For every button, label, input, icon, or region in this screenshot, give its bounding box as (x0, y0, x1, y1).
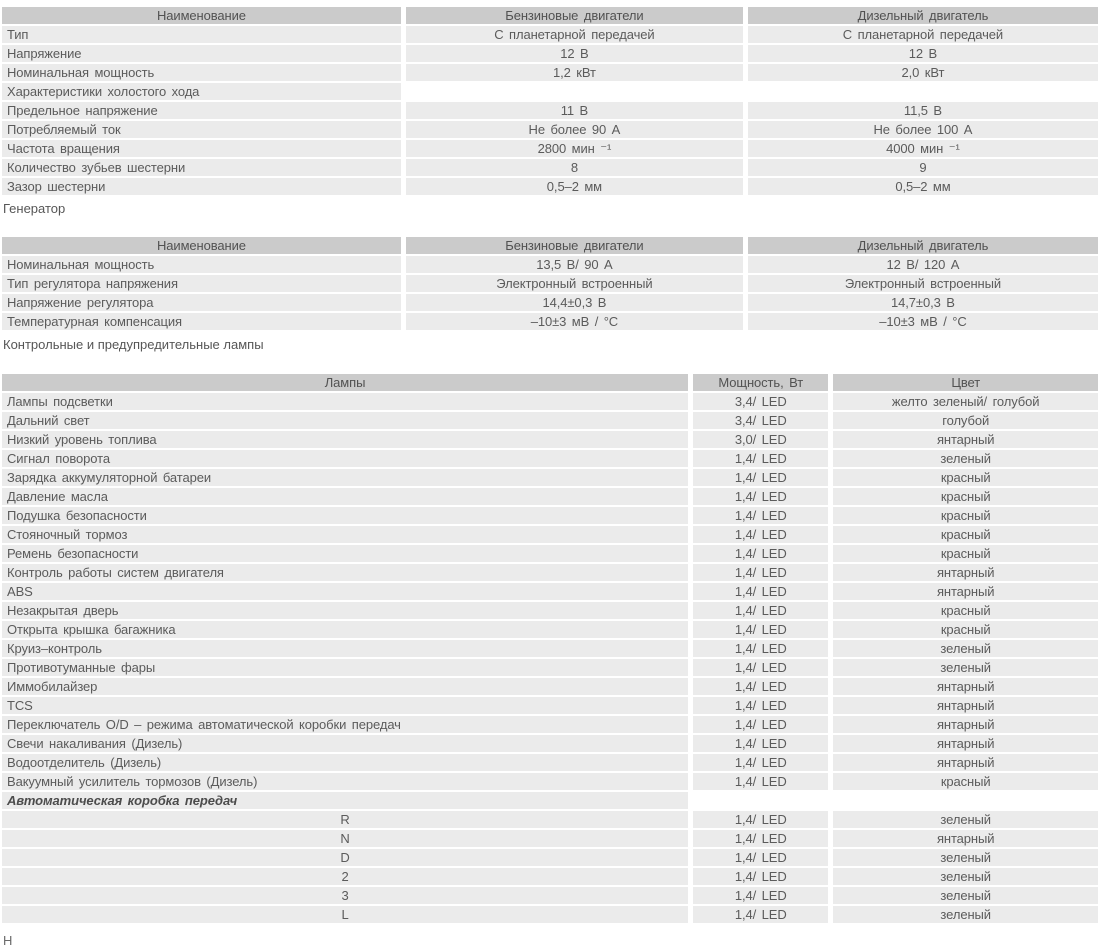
cell-value: 1,4/ LED (688, 754, 828, 773)
cell-value: 3,4/ LED (688, 393, 828, 412)
table-row (2, 140, 1098, 159)
cell-label: Частота вращения (2, 140, 401, 159)
cell-value: красный (828, 545, 1098, 564)
table-row (2, 26, 1098, 45)
cell-value: 1,4/ LED (688, 811, 828, 830)
cell-value: зеленый (828, 811, 1098, 830)
cell-value: янтарный (828, 678, 1098, 697)
generator-spec-table (2, 237, 1098, 332)
cell-value: 12 В/ 120 А (743, 256, 1098, 275)
table-row (2, 564, 1098, 583)
cell-value: 0,5–2 мм (401, 178, 743, 197)
table-row (2, 256, 1098, 275)
cell-value: янтарный (828, 431, 1098, 450)
cell-value: 1,4/ LED (688, 887, 828, 906)
cell-value: 1,4/ LED (688, 640, 828, 659)
cell-label: Потребляемый ток (2, 121, 401, 140)
cell-label: Низкий уровень топлива (2, 431, 688, 450)
cell-label: Сигнал поворота (2, 450, 688, 469)
cell-label: Зазор шестерни (2, 178, 401, 197)
table-row (2, 526, 1098, 545)
cell-value: С планетарной передачей (743, 26, 1098, 45)
cell-value: С планетарной передачей (401, 26, 743, 45)
cell-value: янтарный (828, 754, 1098, 773)
header-row (2, 374, 1098, 393)
cell-value: 11 В (401, 102, 743, 121)
table-row (2, 697, 1098, 716)
cell-value: 13,5 В/ 90 А (401, 256, 743, 275)
cell-value: 4000 мин ⁻¹ (743, 140, 1098, 159)
table-row (2, 178, 1098, 197)
cell-label: 3 (2, 887, 688, 906)
cell-label: Лампы подсветки (2, 393, 688, 412)
table-row (2, 412, 1098, 431)
cell-value: 9 (743, 159, 1098, 178)
lamps-spec-table (2, 374, 1098, 925)
lamps-heading: Контрольные и предупредительные лампы (3, 337, 264, 352)
cell-label: ABS (2, 583, 688, 602)
table-row (2, 313, 1098, 332)
cell-value: красный (828, 526, 1098, 545)
section-row (2, 83, 1098, 102)
table-row (2, 678, 1098, 697)
cell-label: Номинальная мощность (2, 64, 401, 83)
cell-value: 11,5 В (743, 102, 1098, 121)
cell-label: Круиз–контроль (2, 640, 688, 659)
cell-label: L (2, 906, 688, 925)
table-row (2, 102, 1098, 121)
cell-value: 1,2 кВт (401, 64, 743, 83)
cell-value (401, 83, 743, 102)
cell-value: красный (828, 773, 1098, 792)
cell-value: 3,0/ LED (688, 431, 828, 450)
cell-label: Незакрытая дверь (2, 602, 688, 621)
table-row (2, 849, 1098, 868)
cell-value: 1,4/ LED (688, 849, 828, 868)
table-row (2, 583, 1098, 602)
cell-value: 1,4/ LED (688, 773, 828, 792)
cell-label: Свечи накаливания (Дизель) (2, 735, 688, 754)
cell-value: красный (828, 469, 1098, 488)
cell-label: Давление масла (2, 488, 688, 507)
table-row (2, 450, 1098, 469)
cell-label: Количество зубьев шестерни (2, 159, 401, 178)
cell-value: 1,4/ LED (688, 716, 828, 735)
cell-value: 1,4/ LED (688, 697, 828, 716)
table-row (2, 159, 1098, 178)
generator-heading: Генератор (3, 201, 66, 216)
cell-value: янтарный (828, 697, 1098, 716)
column-header: Наименование (2, 237, 401, 256)
cell-label: Вакуумный усилитель тормозов (Дизель) (2, 773, 688, 792)
cell-value: 12 В (401, 45, 743, 64)
table-row (2, 488, 1098, 507)
cell-label: Контроль работы систем двигателя (2, 564, 688, 583)
cell-value: красный (828, 621, 1098, 640)
cell-value: 8 (401, 159, 743, 178)
table-row (2, 545, 1098, 564)
column-header: Дизельный двигатель (743, 7, 1098, 26)
cell-value: 14,4±0,3 В (401, 294, 743, 313)
cell-value (688, 792, 828, 811)
cell-value: янтарный (828, 716, 1098, 735)
cell-label: Тип (2, 26, 401, 45)
table-row (2, 507, 1098, 526)
cell-value: красный (828, 507, 1098, 526)
table-row (2, 431, 1098, 450)
cell-label: Номинальная мощность (2, 256, 401, 275)
cell-value: красный (828, 602, 1098, 621)
cell-value: голубой (828, 412, 1098, 431)
cell-value: 1,4/ LED (688, 906, 828, 925)
table-row (2, 735, 1098, 754)
column-header: Бензиновые двигатели (401, 237, 743, 256)
cell-value: 0,5–2 мм (743, 178, 1098, 197)
cell-value: 1,4/ LED (688, 564, 828, 583)
table-row (2, 640, 1098, 659)
cell-value: янтарный (828, 735, 1098, 754)
cell-label: Дальний свет (2, 412, 688, 431)
section-row (2, 792, 1098, 811)
cell-label: Подушка безопасности (2, 507, 688, 526)
table-row (2, 294, 1098, 313)
cell-value: Электронный встроенный (743, 275, 1098, 294)
cell-value: 1,4/ LED (688, 488, 828, 507)
cell-value: 14,7±0,3 В (743, 294, 1098, 313)
cell-value: 2800 мин ⁻¹ (401, 140, 743, 159)
cell-value (828, 792, 1098, 811)
cell-label: Зарядка аккумуляторной батареи (2, 469, 688, 488)
cell-label: Напряжение регулятора (2, 294, 401, 313)
cell-value: янтарный (828, 830, 1098, 849)
cell-label: Переключатель O/D – режима автоматической коробки передач (2, 716, 688, 735)
cell-value: желто зеленый/ голубой (828, 393, 1098, 412)
table-row (2, 393, 1098, 412)
cell-label: N (2, 830, 688, 849)
cell-value: 1,4/ LED (688, 545, 828, 564)
cell-value: зеленый (828, 906, 1098, 925)
cell-label: Противотуманные фары (2, 659, 688, 678)
cell-value: 1,4/ LED (688, 469, 828, 488)
cell-value: Не более 90 А (401, 121, 743, 140)
column-header: Бензиновые двигатели (401, 7, 743, 26)
cell-value: 12 В (743, 45, 1098, 64)
cell-value: 1,4/ LED (688, 735, 828, 754)
table-row (2, 45, 1098, 64)
cell-label: Иммобилайзер (2, 678, 688, 697)
truncated-next-heading: Н (3, 933, 13, 948)
cell-value: –10±3 мВ / °С (743, 313, 1098, 332)
cell-value: Не более 100 А (743, 121, 1098, 140)
cell-label: Напряжение (2, 45, 401, 64)
cell-value: 1,4/ LED (688, 621, 828, 640)
column-header: Лампы (2, 374, 688, 393)
cell-value: зеленый (828, 868, 1098, 887)
cell-value: 3,4/ LED (688, 412, 828, 431)
cell-value: 1,4/ LED (688, 507, 828, 526)
cell-value: янтарный (828, 583, 1098, 602)
cell-value: Электронный встроенный (401, 275, 743, 294)
cell-label: Тип регулятора напряжения (2, 275, 401, 294)
table-row (2, 754, 1098, 773)
cell-label: Ремень безопасности (2, 545, 688, 564)
column-header: Дизельный двигатель (743, 237, 1098, 256)
cell-label: Водоотделитель (Дизель) (2, 754, 688, 773)
cell-value: 1,4/ LED (688, 602, 828, 621)
table-row (2, 121, 1098, 140)
cell-value: янтарный (828, 564, 1098, 583)
table-row (2, 716, 1098, 735)
table-row (2, 602, 1098, 621)
cell-value: 1,4/ LED (688, 678, 828, 697)
table-row (2, 621, 1098, 640)
table-row (2, 830, 1098, 849)
table-row (2, 868, 1098, 887)
cell-value: 2,0 кВт (743, 64, 1098, 83)
cell-value: 1,4/ LED (688, 868, 828, 887)
starter-spec-table (2, 7, 1098, 197)
cell-label: Предельное напряжение (2, 102, 401, 121)
cell-value: 1,4/ LED (688, 526, 828, 545)
cell-value: 1,4/ LED (688, 659, 828, 678)
table-row (2, 469, 1098, 488)
column-header: Цвет (828, 374, 1098, 393)
cell-value: зеленый (828, 640, 1098, 659)
column-header: Мощность, Вт (688, 374, 828, 393)
header-row (2, 237, 1098, 256)
cell-value: красный (828, 488, 1098, 507)
column-header: Наименование (2, 7, 401, 26)
cell-value: зеленый (828, 659, 1098, 678)
cell-value: –10±3 мВ / °С (401, 313, 743, 332)
table-row (2, 275, 1098, 294)
cell-label: TCS (2, 697, 688, 716)
cell-value: зеленый (828, 887, 1098, 906)
cell-label: Открыта крышка багажника (2, 621, 688, 640)
cell-label: Стояночный тормоз (2, 526, 688, 545)
header-row (2, 7, 1098, 26)
cell-label: Характеристики холостого хода (2, 83, 401, 102)
table-row (2, 773, 1098, 792)
table-row (2, 887, 1098, 906)
cell-value: зеленый (828, 450, 1098, 469)
cell-value: 1,4/ LED (688, 583, 828, 602)
cell-label: 2 (2, 868, 688, 887)
cell-value: 1,4/ LED (688, 830, 828, 849)
table-row (2, 659, 1098, 678)
table-row (2, 811, 1098, 830)
table-row (2, 906, 1098, 925)
table-row (2, 64, 1098, 83)
cell-label: Температурная компенсация (2, 313, 401, 332)
cell-value (743, 83, 1098, 102)
cell-label: Автоматическая коробка передач (2, 792, 688, 811)
cell-label: D (2, 849, 688, 868)
cell-value: 1,4/ LED (688, 450, 828, 469)
cell-label: R (2, 811, 688, 830)
cell-value: зеленый (828, 849, 1098, 868)
